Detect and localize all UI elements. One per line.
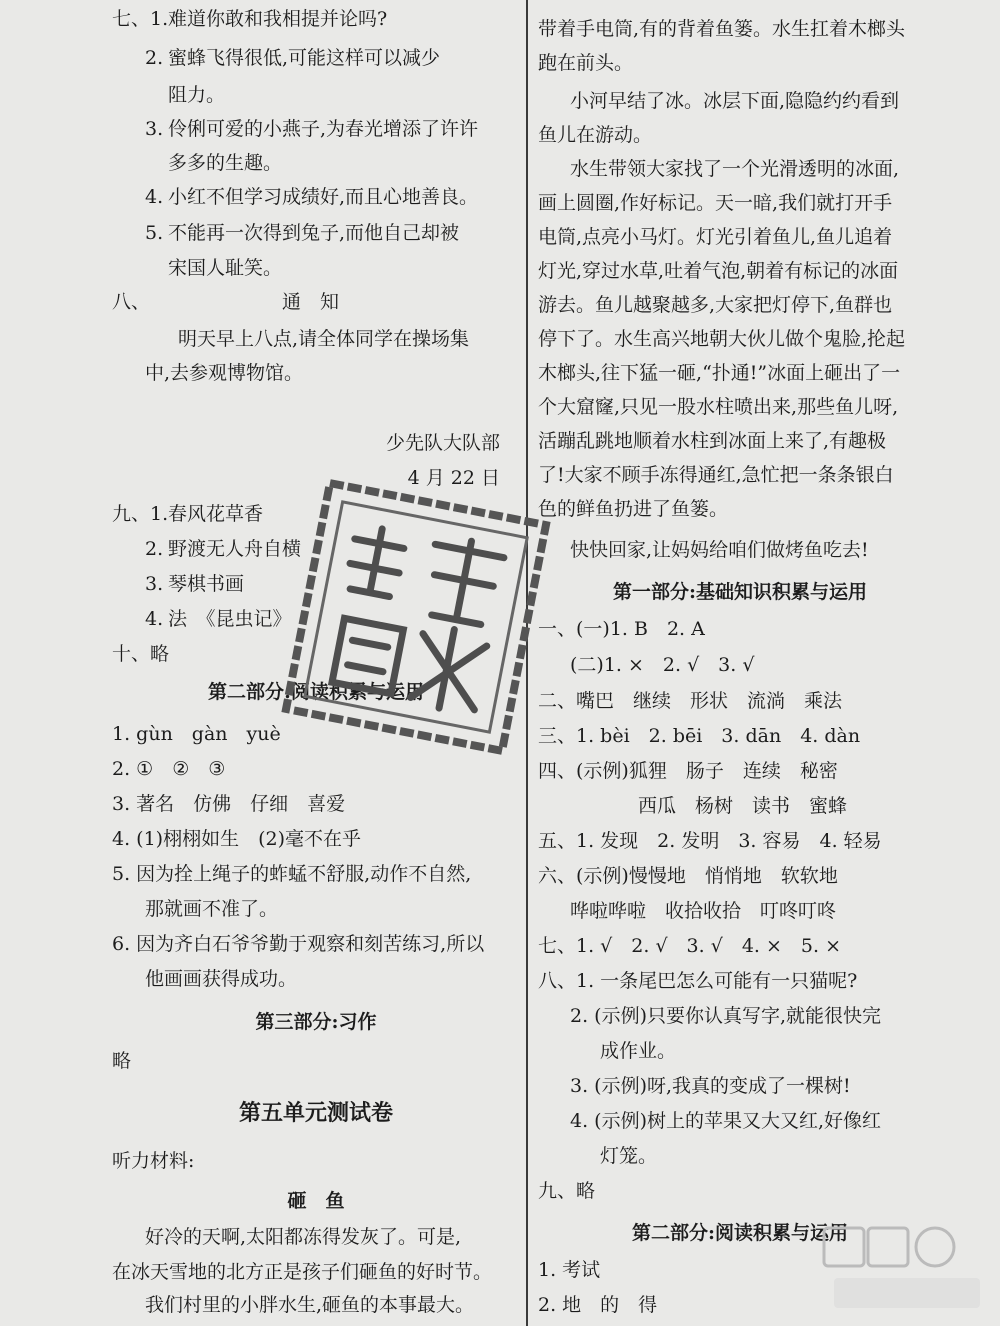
story-right-p2k: 色的鲜鱼扔进了鱼篓。 <box>538 498 729 520</box>
left-s7-item5-b: 宋国人耻笑。 <box>168 257 283 279</box>
story-right-p2a: 水生带领大家找了一个光滑透明的冰面, <box>570 158 900 180</box>
left-s9-item2-num: 2. <box>145 538 164 560</box>
left-part2-a3: 3. 著名 仿佛 仔细 喜爱 <box>112 793 346 815</box>
story-title: 砸 鱼 <box>287 1190 345 1212</box>
story-right-p1b: 鱼儿在游动。 <box>538 124 653 146</box>
right-part2-title: 第二部分:阅读积累与运用 <box>631 1222 848 1244</box>
story-right-p2j: 了!大家不顾手冻得通红,急忙把一条条银白 <box>538 464 894 486</box>
left-s7-label: 七、1. <box>112 8 169 30</box>
right-part1-s4a: 四、(示例)狐狸 肠子 连续 秘密 <box>538 760 838 782</box>
story-right-p2i: 活蹦乱跳地顺着水柱到冰面上来了,有趣极 <box>538 430 887 452</box>
left-s7-item2-b: 阻力。 <box>168 84 226 106</box>
story-right-p2f: 停下了。水生高兴地朝大伙儿做个鬼脸,抡起 <box>538 328 906 350</box>
answer-stamp <box>274 467 557 762</box>
story-left-p1: 好冷的天啊,太阳都冻得发灰了。可是, <box>145 1226 462 1248</box>
story-right-p3: 快快回家,让妈妈给咱们做烤鱼吃去! <box>570 539 869 561</box>
right-part1-s9: 九、略 <box>538 1180 596 1202</box>
left-part2-a1: 1. gùn gàn yuè <box>112 723 281 745</box>
story-right-c2: 跑在前头。 <box>538 52 634 74</box>
right-part1-s6a: 六、(示例)慢慢地 悄悄地 软软地 <box>538 865 838 887</box>
story-right-p2e: 游去。鱼儿越聚越多,大家把灯停下,鱼群也 <box>538 294 893 316</box>
notice-signer: 少先队大队部 <box>385 432 500 454</box>
left-part2-a4: 4. (1)栩栩如生 (2)毫不在乎 <box>112 828 361 850</box>
right-part1-s8-2a: 2. (示例)只要你认真写字,就能很快完 <box>570 1005 882 1027</box>
notice-title: 通 知 <box>282 291 340 313</box>
story-right-p2d: 灯光,穿过水草,吐着气泡,朝着有标记的冰面 <box>538 260 899 282</box>
left-s7-item4: 小红不但学习成绩好,而且心地善良。 <box>168 186 479 208</box>
left-s7-item3-a: 伶俐可爱的小燕子,为春光增添了许许 <box>168 118 479 140</box>
left-part3-answer: 略 <box>112 1050 132 1072</box>
left-s9-item2: 野渡无人舟自横 <box>168 538 302 560</box>
right-part1-s1a: 一、(一)1. B 2. A <box>538 618 705 640</box>
story-right-p2c: 电筒,点亮小马灯。灯光引着鱼儿,鱼儿追着 <box>538 226 893 248</box>
left-s9-item3: 琴棋书画 <box>168 573 245 595</box>
story-left-p2: 在冰天雪地的北方正是孩子们砸鱼的好时节。 <box>112 1261 493 1283</box>
watermark-logo <box>820 1222 990 1322</box>
notice-body-1: 明天早上八点,请全体同学在操场集 <box>178 328 470 350</box>
left-s7-item3-b: 多多的生趣。 <box>168 152 283 174</box>
left-part2-a2: 2. ① ② ③ <box>112 758 226 780</box>
right-part1-s8-2b: 成作业。 <box>600 1040 677 1062</box>
left-s9-label: 九、1. <box>112 503 169 525</box>
left-part2-a5b: 那就画不准了。 <box>145 898 279 920</box>
right-part1-title: 第一部分:基础知识积累与运用 <box>612 581 867 603</box>
right-part1-s8-4b: 灯笼。 <box>600 1145 658 1167</box>
right-part2-a1: 1. 考试 <box>538 1259 601 1281</box>
right-part1-s8-1: 八、1. 一条尾巴怎么可能有一只猫呢? <box>538 970 858 992</box>
left-s7-item3-num: 3. <box>145 118 164 140</box>
left-s7-item4-num: 4. <box>145 186 164 208</box>
right-part1-s5: 五、1. 发现 2. 发明 3. 容易 4. 轻易 <box>538 830 882 852</box>
right-part1-s1b: (二)1. × 2. √ 3. √ <box>570 654 755 676</box>
left-s7-item5-a: 不能再一次得到兔子,而他自己却被 <box>168 222 460 244</box>
left-s7-item1: 难道你敢和我相提并论吗? <box>168 8 388 30</box>
unit5-title: 第五单元测试卷 <box>238 1100 393 1126</box>
notice-date: 4 月 22 日 <box>407 467 500 489</box>
right-part1-s3: 三、1. bèi 2. bēi 3. dān 4. dàn <box>538 725 861 747</box>
left-s9-item4-num: 4. <box>145 608 164 630</box>
right-part1-s4b: 西瓜 杨树 读书 蜜蜂 <box>638 795 848 817</box>
left-s7-item5-num: 5. <box>145 222 164 244</box>
right-part1-s7: 七、1. √ 2. √ 3. √ 4. × 5. × <box>538 935 841 957</box>
left-s8-label: 八、 <box>112 291 151 313</box>
left-part2-a6b: 他画画获得成功。 <box>145 968 298 990</box>
listening-label: 听力材料: <box>112 1150 195 1172</box>
left-s9-item4: 法 《昆虫记》 <box>168 608 292 630</box>
left-part3-title: 第三部分:习作 <box>255 1011 377 1033</box>
left-s7-item2-num: 2. <box>145 47 164 69</box>
left-s9-item1: 春风花草香 <box>168 503 264 525</box>
left-s10: 十、略 <box>112 643 170 665</box>
left-part2-a6a: 6. 因为齐白石爷爷勤于观察和刻苦练习,所以 <box>112 933 485 955</box>
story-right-p2g: 木榔头,往下猛一砸,“扑通!”冰面上砸出了一 <box>538 362 901 384</box>
story-right-p2h: 个大窟窿,只见一股水柱喷出来,那些鱼儿呀, <box>538 396 899 418</box>
right-part1-s6b: 哗啦哗啦 收拾收拾 叮咚叮咚 <box>570 900 837 922</box>
story-right-p1a: 小河早结了冰。冰层下面,隐隐约约看到 <box>570 90 900 112</box>
left-part2-a5a: 5. 因为拴上绳子的蚱蜢不舒服,动作不自然, <box>112 863 472 885</box>
right-part1-s2: 二、嘴巴 继续 形状 流淌 乘法 <box>538 690 843 712</box>
story-right-p2b: 画上圆圈,作好标记。天一暗,我们就打开手 <box>538 192 893 214</box>
story-left-p3: 我们村里的小胖水生,砸鱼的本事最大。 <box>145 1294 475 1316</box>
right-part1-s8-4a: 4. (示例)树上的苹果又大又红,好像红 <box>570 1110 882 1132</box>
notice-body-2: 中,去参观博物馆。 <box>145 362 304 384</box>
right-part2-a2: 2. 地 的 得 <box>538 1294 658 1316</box>
story-right-c1: 带着手电筒,有的背着鱼篓。水生扛着木榔头 <box>538 18 906 40</box>
left-s9-item3-num: 3. <box>145 573 164 595</box>
right-part1-s8-3: 3. (示例)呀,我真的变成了一棵树! <box>570 1075 851 1097</box>
left-s7-item2-a: 蜜蜂飞得很低,可能这样可以减少 <box>168 47 441 69</box>
left-part2-title: 第二部分:阅读积累与运用 <box>207 681 424 703</box>
